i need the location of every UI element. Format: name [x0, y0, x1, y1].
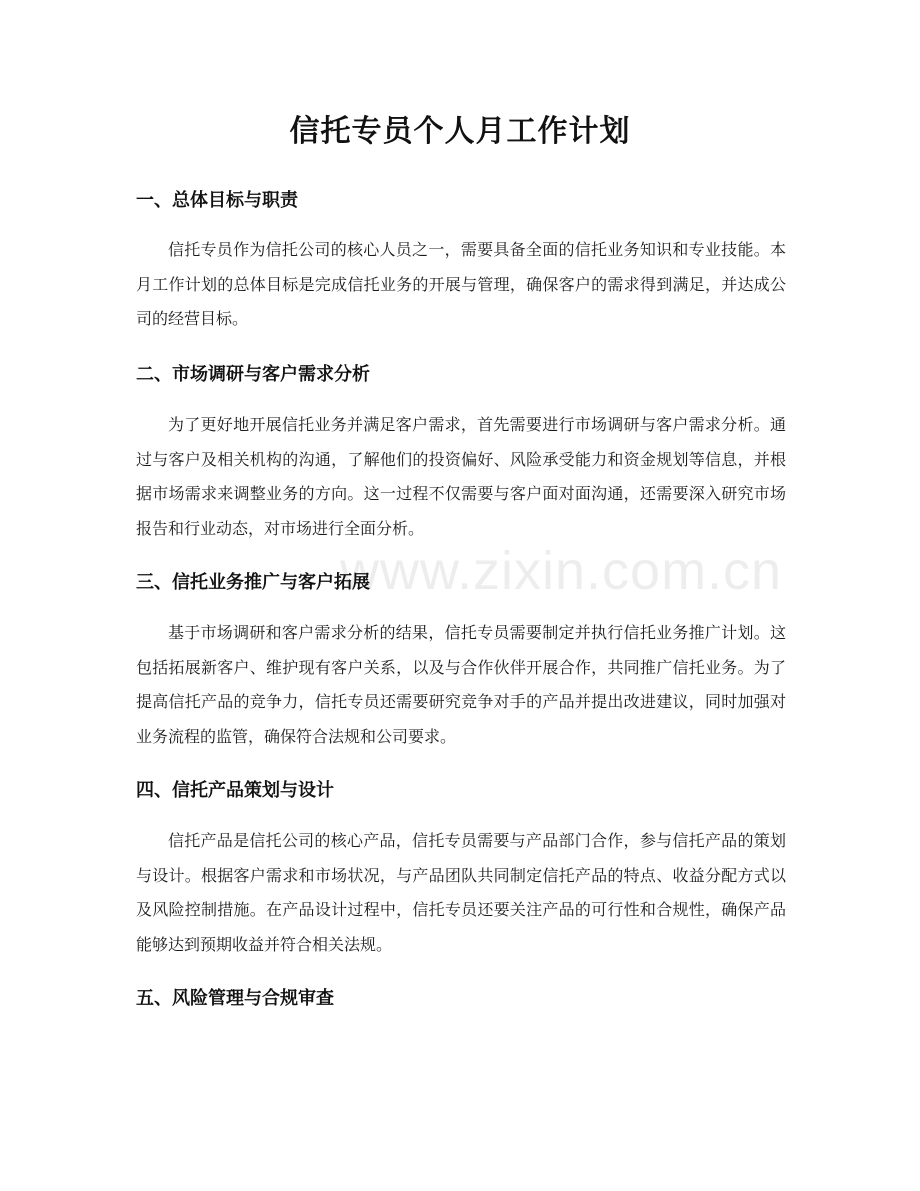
section-heading-3: 三、信托业务推广与客户拓展 — [136, 572, 370, 593]
section-paragraph-2: 为了更好地开展信托业务并满足客户需求，首先需要进行市场调研与客户需求分析。通过与客户及相关机构的沟通，了解他们的投资偏好、风险承受能力和资金规划等信息，并根据市场需求来调整业务的方向。这一过程不仅需要与客户面对面沟通，还需要深入研究市场报告和行业动态，对市场进行全面分析。 — [136, 415, 786, 539]
watermark: www.zixin.com.cn — [340, 541, 783, 601]
section-heading-5: 五、风险管理与合规审查 — [136, 988, 334, 1009]
section-heading-4: 四、信托产品策划与设计 — [136, 780, 334, 801]
section-paragraph-3: 基于市场调研和客户需求分析的结果，信托专员需要制定并执行信托业务推广计划。这包括拓展新客户、维护现有客户关系，以及与合作伙伴开展合作，共同推广信托业务。为了提高信托产品的竞争力，信托专员还需要研究竞争对手的产品并提出改进建议，同时加强对业务流程的监管，确保符合法规和公司要求。 — [136, 623, 786, 747]
document-title: 信托专员个人月工作计划 — [289, 114, 631, 149]
section-heading-2: 二、市场调研与客户需求分析 — [136, 364, 370, 385]
section-paragraph-4: 信托产品是信托公司的核心产品，信托专员需要与产品部门合作，参与信托产品的策划与设计。根据客户需求和市场状况，与产品团队共同制定信托产品的特点、收益分配方式以及风险控制措施。在产品设计过程中，信托专员还要关注产品的可行性和合规性，确保产品能够达到预期收益并符合相关法规。 — [136, 831, 786, 955]
section-heading-1: 一、总体目标与职责 — [136, 190, 298, 211]
section-paragraph-1: 信托专员作为信托公司的核心人员之一，需要具备全面的信托业务知识和专业技能。本月工作计划的总体目标是完成信托业务的开展与管理，确保客户的需求得到满足，并达成公司的经营目标。 — [136, 240, 786, 329]
